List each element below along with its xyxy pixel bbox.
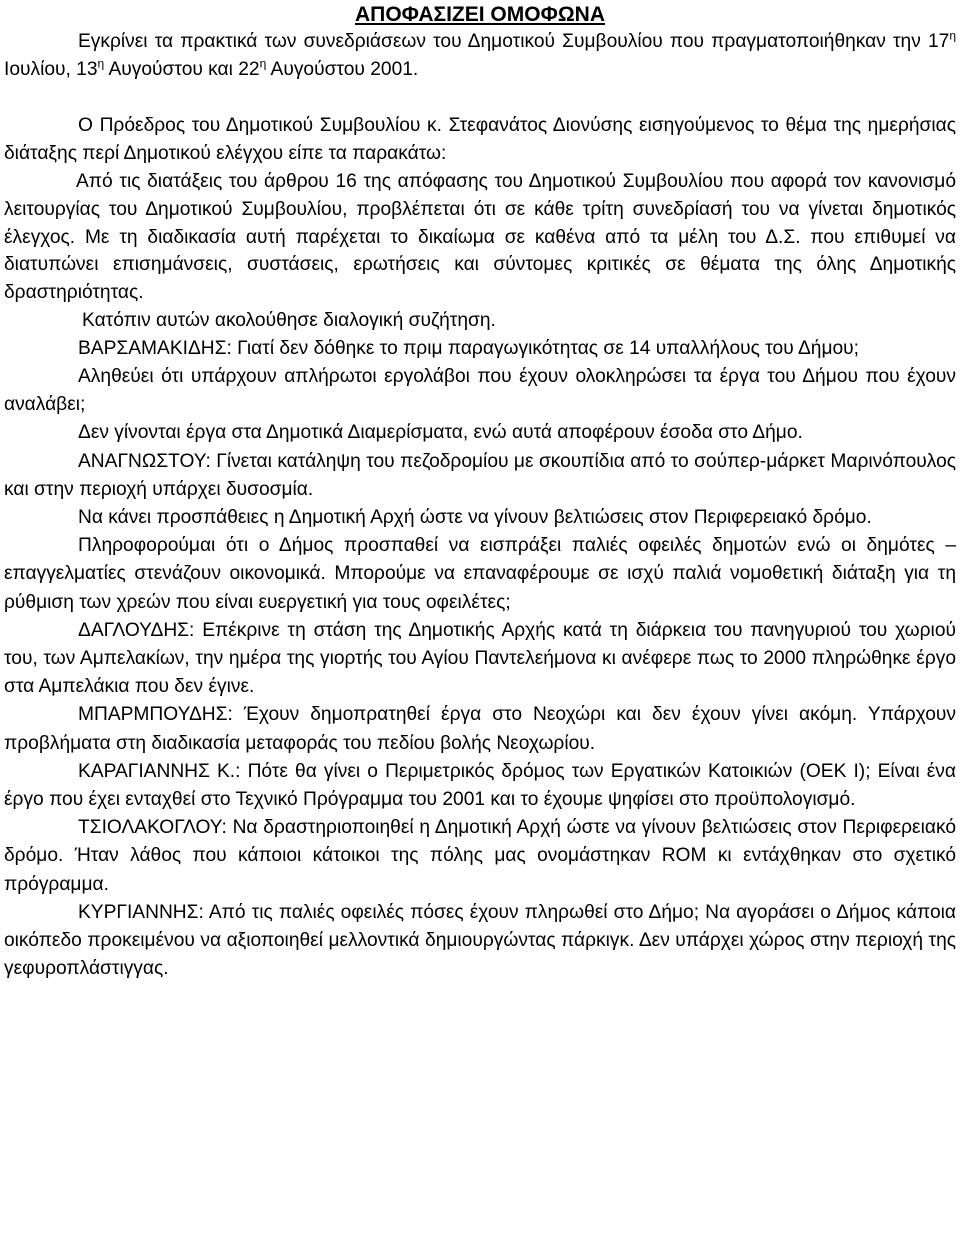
paragraph-regulation: Από τις διατάξεις του άρθρου 16 της απόφασης του Δημοτικού Συμβουλίου που αφορά τον κανονισμό λειτουργίας του Δημοτικού Συμβουλίου, προβλέπεται ότι σε κάθε τρίτη συνεδρίασή του να γίνεται δημοτικός έλεγχος. Με τη διαδικασία αυτή παρέχεται το δικαίωμα σε καθένα από τα μέλη του Δ.Σ. που επιθυμεί να διατυπώνει επισημάνσεις, συστάσεις, ερωτήσεις και σύντομες κριτικές σε θέματα της όλης Δημοτικής δραστηριότητας.: [4, 171, 956, 304]
paragraph-anagnostou: ΑΝΑΓΝΩΣΤΟΥ: Γίνεται κατάληψη του πεζοδρομίου με σκουπίδια από το σούπερ-μάρκετ Μαρινόπουλος και στην περιοχή υπάρχει δυσοσμία.: [4, 450, 956, 500]
paragraph-debts: Πληροφορούμαι ότι ο Δήμος προσπαθεί να εισπράξει παλιές οφειλές δημοτών ενώ οι δημότες – επαγγελματίες στενάζουν οικονομικά. Μπορούμε να επαναφέρουμε σε ισχύ παλιά νομοθετική διάταξη για τη ρύθμιση των χρεών που είναι ευεργετική για τους οφειλέτες;: [4, 535, 956, 613]
intro-text-mid: Αυγούστου και 22: [104, 59, 260, 81]
intro-text-after: Αυγούστου 2001.: [266, 59, 419, 81]
intro-text-mid: Ιουλίου, 13: [4, 59, 98, 81]
paragraph-varsamakidis: ΒΑΡΣΑΜΑΚΙΔΗΣ: Γιατί δεν δόθηκε το πριμ παραγωγικότητας σε 14 υπαλλήλους του Δήμου;: [78, 337, 859, 359]
paragraph-president: Ο Πρόεδρος του Δημοτικού Συμβουλίου κ. Στεφανάτος Διονύσης εισηγούμενος το θέμα της ημερήσιας διάταξης περί Δημοτικού ελέγχου είπε τα παρακάτω:: [4, 115, 956, 165]
paragraph-dagloudis: ΔΑΓΛΟΥΔΗΣ: Επέκρινε τη στάση της Δημοτικής Αρχής κατά τη διάρκεια του πανηγυριού του χωριού του, των Αμπελακίων, την ημέρα της γιορτής του Αγίου Παντελεήμονα κι ανέφερε πως το 2000 πληρώθηκε έργο στα Αμπελάκια που δεν έγινε.: [4, 619, 956, 698]
intro-text-before: Εγκρίνει τα πρακτικά των συνεδριάσεων του Δημοτικού Συμβουλίου που πραγματοποιήθηκαν την 17: [78, 31, 950, 52]
document-page: [0, 2, 960, 1240]
paragraph-kyrgiannis: ΚΥΡΓΙΑΝΝΗΣ: Από τις παλιές οφειλές πόσες έχουν πληρωθεί στο Δήμο; Να αγοράσει ο Δήμος κάποια οικόπεδο προκειμένου να αξιοποιηθεί μελλοντικά δημιουργώντας πάρκιγκ. Δεν υπάρχει χώρος στην περιοχή της γεφυροπλάστιγγας.: [4, 901, 956, 980]
paragraph-contractors: Αληθεύει ότι υπάρχουν απλήρωτοι εργολάβοι που έχουν ολοκληρώσει τα έργα του Δήμου που έχουν αναλάβει;: [4, 365, 956, 416]
paragraph-barmpoudis: ΜΠΑΡΜΠΟΥΔΗΣ: Έχουν δημοπρατηθεί έργα στο Νεοχώρι και δεν έχουν γίνει ακόμη. Υπάρχουν προβλήματα στη διαδικασία μεταφοράς του πεδίου βολής Νεοχωρίου.: [4, 704, 956, 754]
ordinal-sup: η: [949, 28, 956, 43]
paragraph-districts: Δεν γίνονται έργα στα Δημοτικά Διαμερίσματα, ενώ αυτά αποφέρουν έσοδα στο Δήμο.: [78, 422, 803, 444]
paragraph-karagiannis: ΚΑΡΑΓΙΑΝΝΗΣ Κ.: Πότε θα γίνει ο Περιμετρικός δρόμος των Εργατικών Κατοικιών (ΟΕΚ Ι); Είναι ένα έργο που έχει ενταχθεί στο Τεχνικό Πρόγραμμα του 2001 και το έχουμε ψηφίσει στο προϋπολογισμό.: [4, 760, 956, 811]
decision-title: ΑΠΟΦΑΣΙΖΕΙ ΟΜΟΦΩΝΑ: [354, 3, 605, 26]
ordinal-sup: η: [259, 56, 267, 71]
ordinal-sup: η: [97, 56, 105, 71]
blank-line: [4, 84, 956, 112]
paragraph-tsiolakoglou: ΤΣΙΟΛΑΚΟΓΛΟΥ: Να δραστηριοποιηθεί η Δημοτική Αρχή ώστε να γίνουν βελτιώσεις στον Περιφερειακό δρόμο. Ήταν λάθος που κάποιοι κάτοικοι της πόλης μας ονομάστηκαν ROM κι εντάχθηκαν στο σχετικό πρόγραμμα.: [4, 817, 956, 895]
intro-paragraph: [4, 28, 956, 84]
paragraph-ring-road: Να κάνει προσπάθειες η Δημοτική Αρχή ώστε να γίνουν βελτιώσεις στον Περιφερειακό δρόμο.: [78, 507, 872, 528]
paragraph-discussion: Κατόπιν αυτών ακολούθησε διαλογική συζήτηση.: [82, 309, 496, 331]
